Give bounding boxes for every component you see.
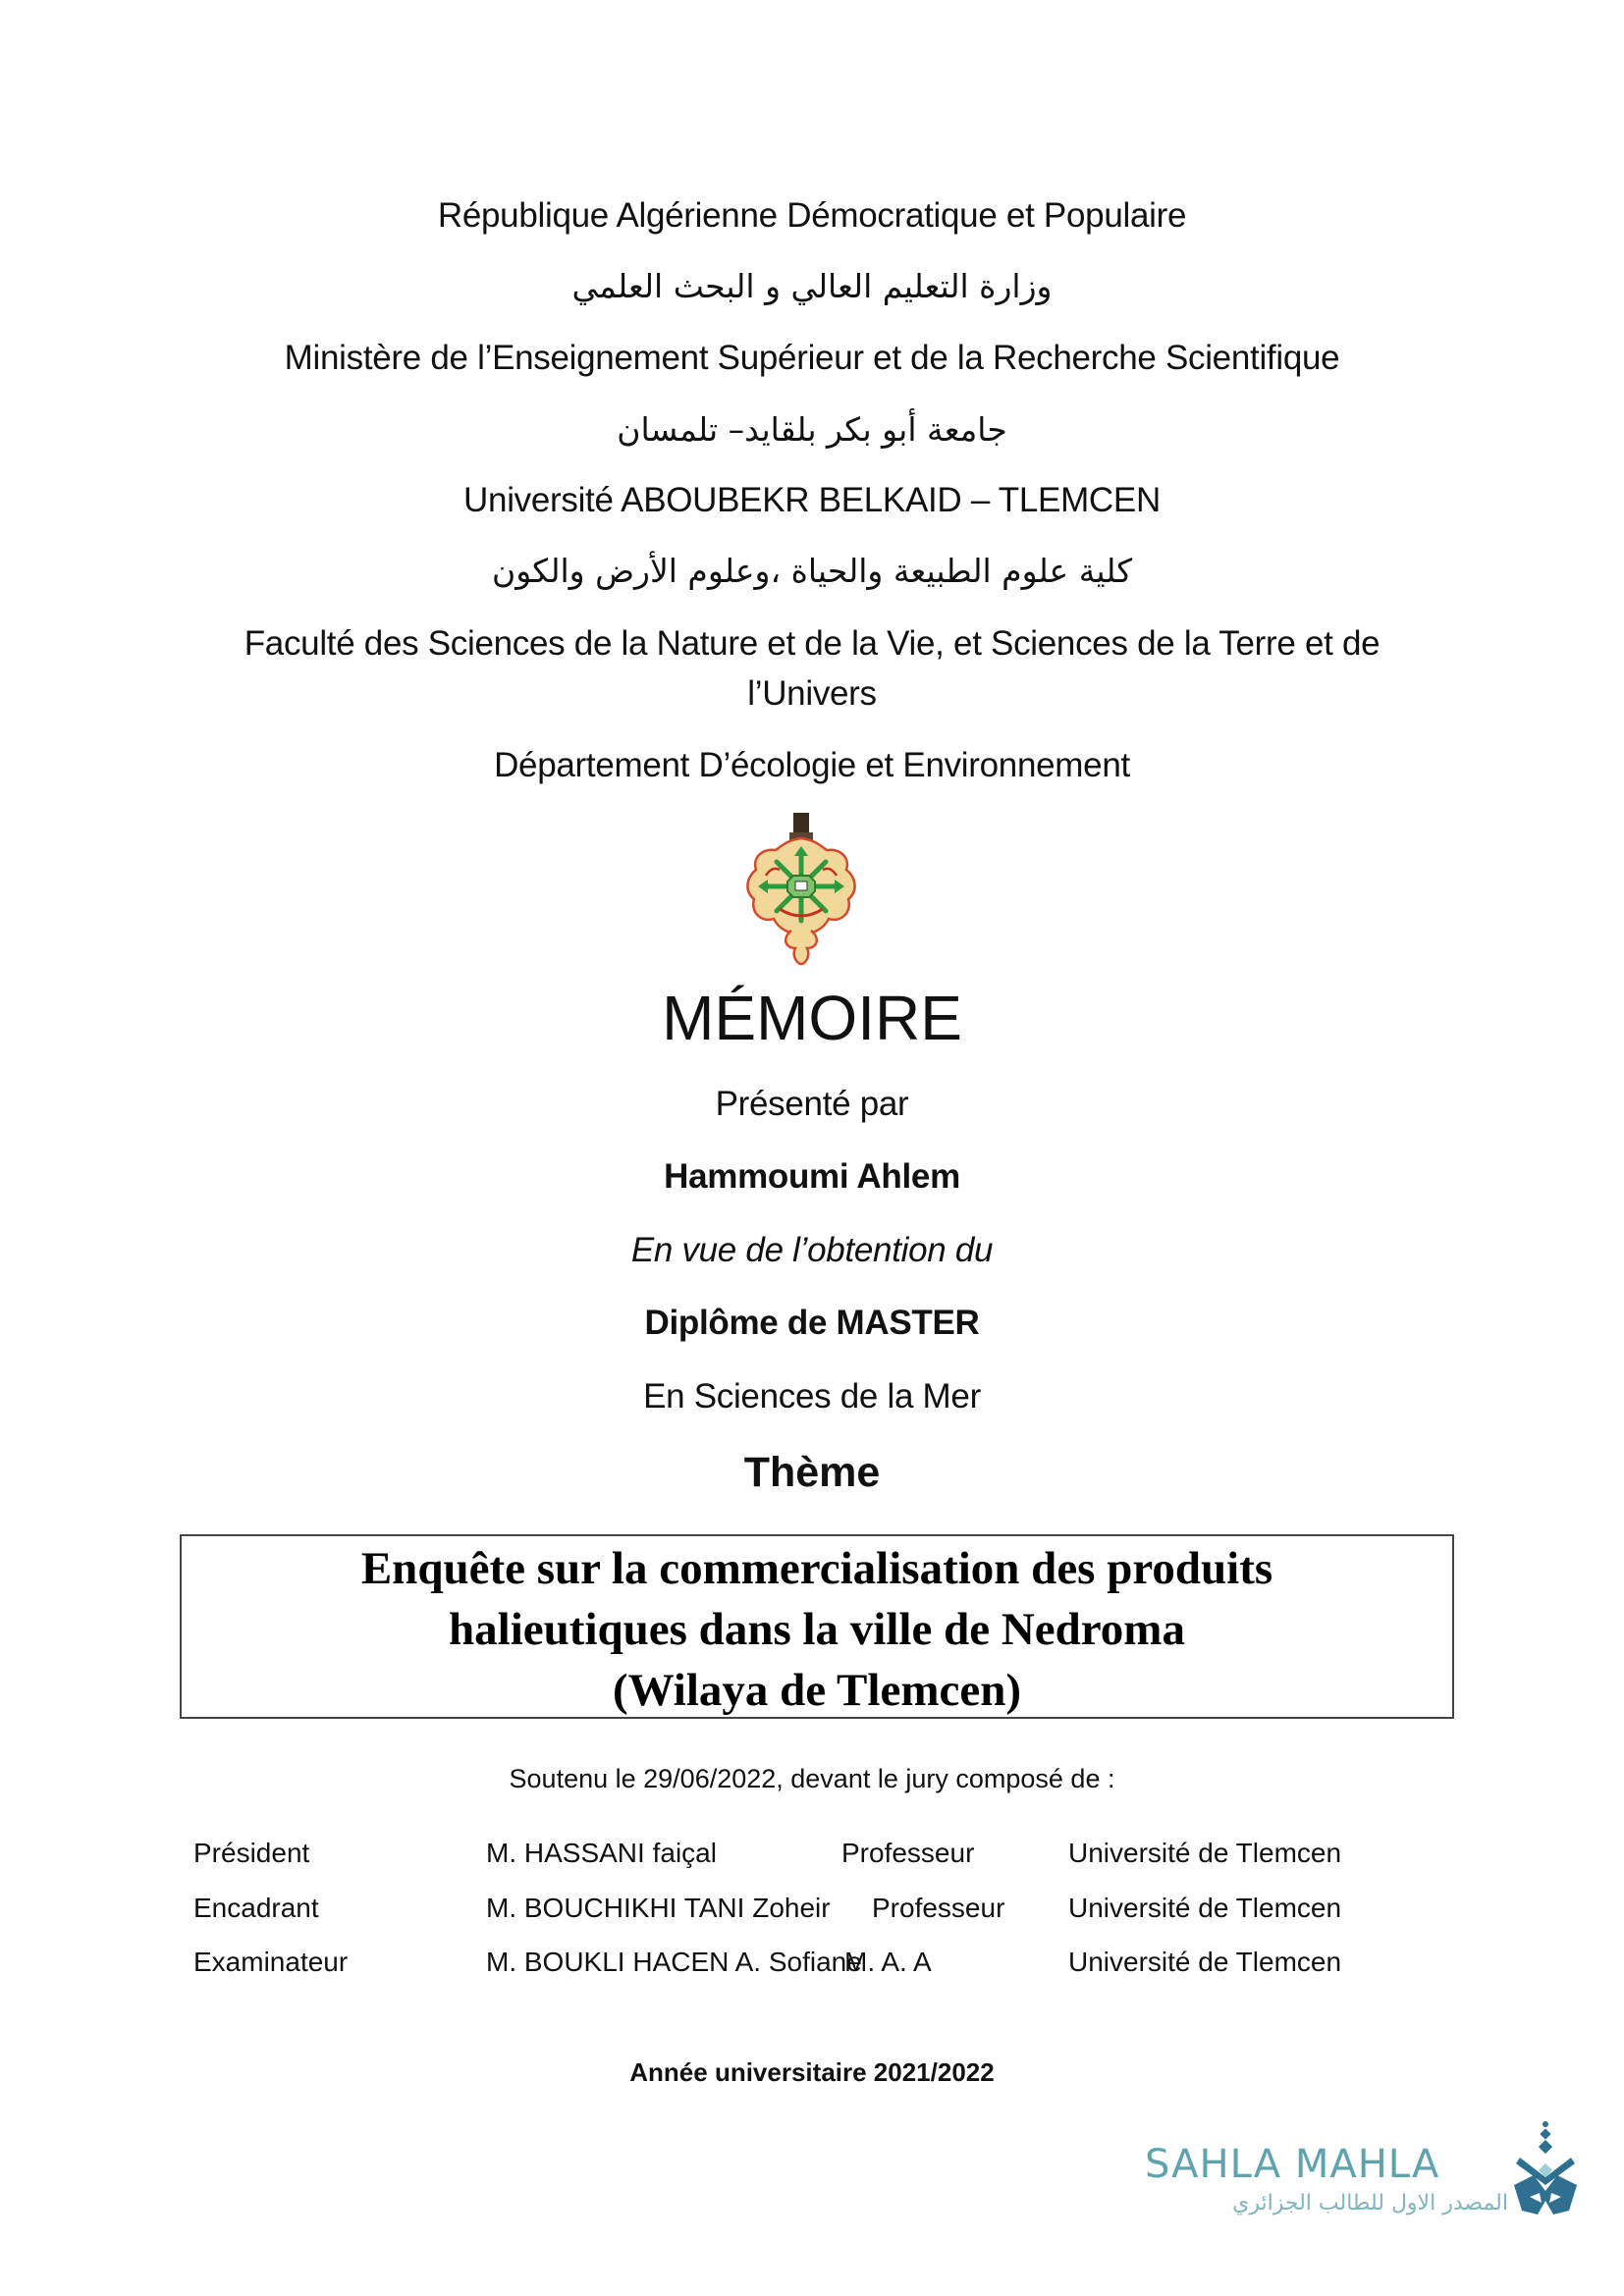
- purpose-text: En vue de l’obtention du: [630, 1231, 994, 1269]
- ministry-name-ar: وزارة التعليم العالي و البحث العلمي: [571, 267, 1053, 305]
- jury-institution: Université de Tlemcen: [1068, 1947, 1342, 1977]
- theme-title-line-3: (Wilaya de Tlemcen): [612, 1665, 1021, 1716]
- jury-row-examiner: [0, 1947, 1624, 1986]
- university-emblem-icon: [742, 811, 860, 966]
- university-name-ar: جامعة أبو بكر بلقايد– تلمسان: [617, 410, 1007, 449]
- academic-year: Année universitaire 2021/2022: [629, 2057, 995, 2087]
- faculty-name-fr-line2: l’Univers: [747, 674, 877, 713]
- field-of-study: En Sciences de la Mer: [643, 1377, 981, 1415]
- theme-title-line-1: Enquête sur la commercialisation des produits: [360, 1543, 1273, 1594]
- university-logo: [742, 811, 860, 966]
- jury-grade: Professeur: [872, 1893, 1005, 1923]
- jury-name: M. HASSANI faiçal: [486, 1838, 717, 1868]
- university-name-fr: Université ABOUBEKR BELKAID – TLEMCEN: [463, 481, 1161, 519]
- theme-title-line-2: halieutiques dans la ville de Nedroma: [449, 1604, 1185, 1655]
- republic-name-fr: République Algérienne Démocratique et Populaire: [437, 196, 1187, 235]
- jury-institution: Université de Tlemcen: [1068, 1838, 1342, 1868]
- jury-role: Examinateur: [193, 1947, 349, 1977]
- sahla-mahla-logo-icon: [1510, 2120, 1581, 2218]
- diploma-name: Diplôme de MASTER: [644, 1304, 980, 1342]
- ministry-name-fr: Ministère de l’Enseignement Supérieur et de la Recherche Scientifique: [284, 339, 1340, 377]
- theme-label: Thème: [743, 1449, 881, 1496]
- sahla-mahla-watermark: [1137, 2120, 1589, 2238]
- department-name: Département D’écologie et Environnement: [494, 746, 1130, 784]
- presented-by-label: Présenté par: [715, 1085, 909, 1123]
- jury-name: M. BOUCHIKHI TANI Zoheir: [486, 1893, 831, 1923]
- jury-name: M. BOUKLI HACEN A. Sofiane: [486, 1947, 862, 1977]
- jury-institution: Université de Tlemcen: [1068, 1893, 1342, 1923]
- document-type-title: MÉMOIRE: [662, 983, 962, 1053]
- jury-row-supervisor: [0, 1893, 1624, 1932]
- faculty-name-ar: كلية علوم الطبيعة والحياة ،وعلوم الأرض والكون: [491, 552, 1133, 590]
- defense-intro: Soutenu le 29/06/2022, devant le jury composé de :: [509, 1764, 1115, 1793]
- jury-grade: Professeur: [841, 1838, 975, 1868]
- faculty-name-fr-line1: Faculté des Sciences de la Nature et de la Vie, et Sciences de la Terre et de: [244, 624, 1380, 663]
- jury-grade: M. A. A: [844, 1947, 932, 1977]
- theme-title-box: [180, 1534, 1454, 1719]
- watermark-brand: SAHLA MAHLA: [1145, 2142, 1440, 2187]
- jury-row-president: [0, 1838, 1624, 1877]
- watermark-tagline: المصدر الاول للطالب الجزائري: [1232, 2191, 1508, 2216]
- author-name: Hammoumi Ahlem: [664, 1157, 960, 1196]
- jury-role: Président: [193, 1838, 310, 1868]
- jury-role: Encadrant: [193, 1893, 319, 1923]
